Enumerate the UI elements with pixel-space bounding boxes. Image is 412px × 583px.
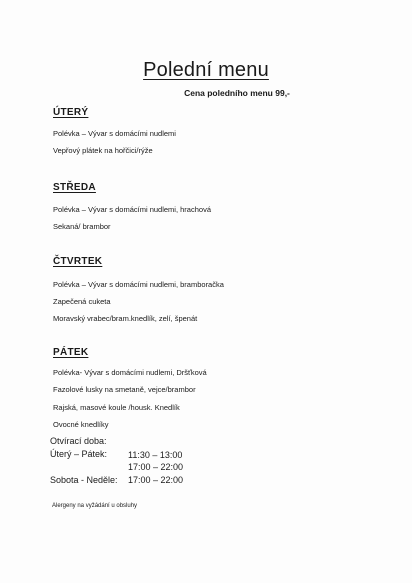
menu-item: Vepřový plátek na hořčici/rýže xyxy=(53,146,153,155)
menu-item: Fazolové lusky na smetaně, vejce/brambor xyxy=(53,385,196,394)
opening-time: 11:30 – 13:00 xyxy=(128,450,183,460)
page-title: Polední menu xyxy=(143,59,269,81)
day-heading-ctvrtek: ČTVRTEK xyxy=(53,256,103,267)
menu-item: Polévka- Vývar s domácími nudlemi, Dršťková xyxy=(53,368,207,377)
opening-time: 17:00 – 22:00 xyxy=(128,475,184,485)
opening-time: 17:00 – 22:00 xyxy=(128,462,184,472)
menu-item: Zapečená cuketa xyxy=(53,297,111,306)
opening-days-label: Sobota - Neděle: xyxy=(50,475,118,485)
menu-item: Polévka – Vývar s domácími nudlemi xyxy=(53,129,176,138)
menu-price: Cena poledního menu 99,- xyxy=(184,88,290,98)
menu-item: Moravský vrabec/bram.knedlík, zelí, špenát xyxy=(53,314,198,323)
day-heading-patek: PÁTEK xyxy=(53,347,89,358)
day-heading-utery: ÚTERÝ xyxy=(53,107,89,118)
allergen-note: Alergeny na vyžádání u obsluhy xyxy=(52,503,138,509)
menu-item: Polévka – Vývar s domácími nudlemi, bramboračka xyxy=(53,280,224,289)
menu-item: Ovocné knedlíky xyxy=(53,420,109,429)
menu-item: Polévka – Vývar s domácími nudlemi, hrachová xyxy=(53,205,211,214)
menu-item: Rajská, masové koule /housk. Knedlík xyxy=(53,403,180,412)
opening-hours-heading: Otvírací doba: xyxy=(50,436,107,446)
opening-days-label: Úterý – Pátek: xyxy=(50,449,108,459)
menu-item: Sekaná/ brambor xyxy=(53,222,111,231)
day-heading-streda: STŘEDA xyxy=(53,182,96,193)
